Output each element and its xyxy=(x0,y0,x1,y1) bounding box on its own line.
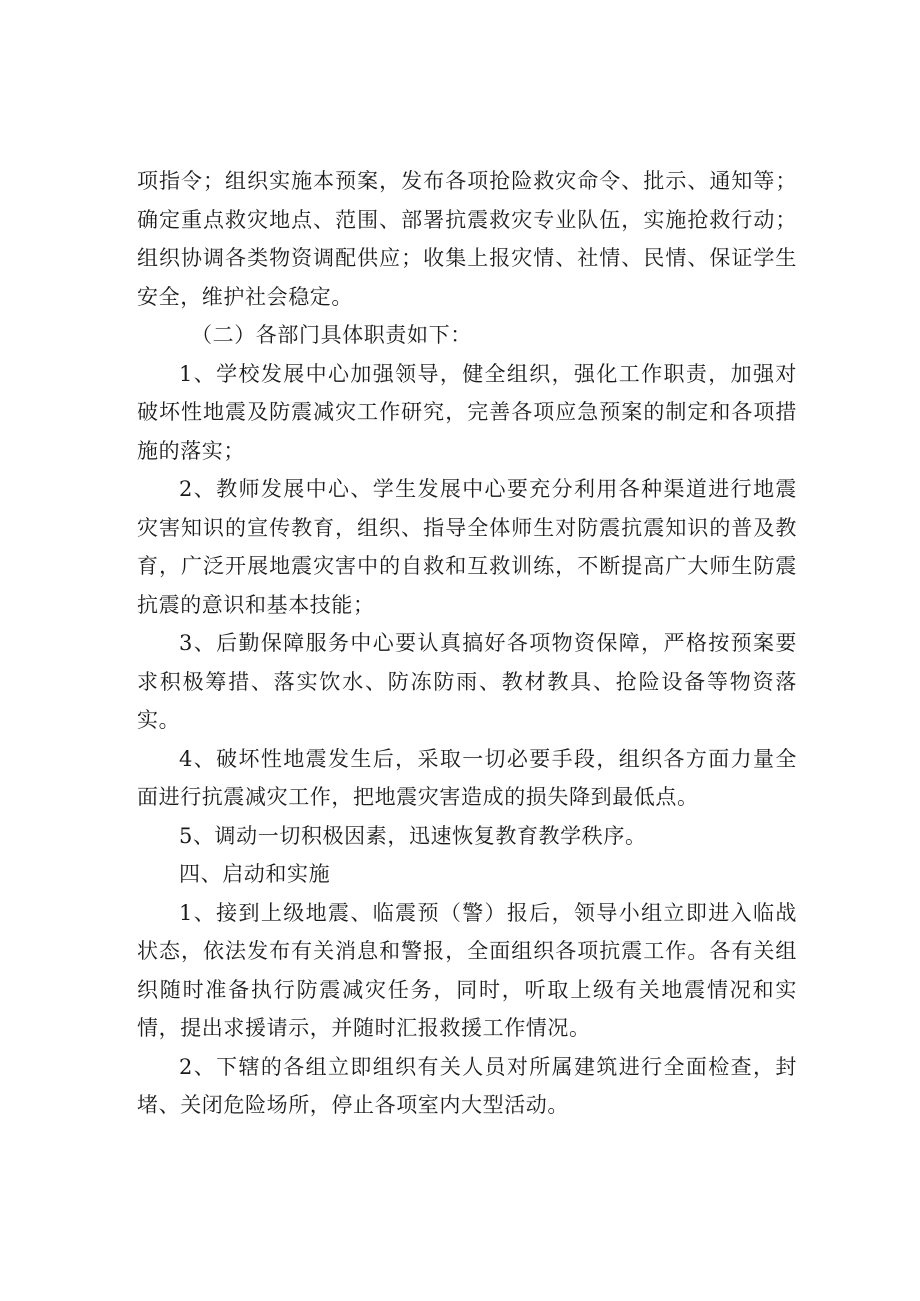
list-item-duty-4: 4、破坏性地震发生后，采取一切必要手段，组织各方面力量全面进行抗震减灾工作，把地震灾害造成的损失降到最低点。 xyxy=(137,746,797,809)
paragraph-continuation: 项指令；组织实施本预案，发布各项抢险救灾命令、批示、通知等；确定重点救灾地点、范围、部署抗震救灾专业队伍，实施抢救行动；组织协调各类物资调配供应；收集上报灾情、社情、民情、保证学生安全，维护社会稳定。 xyxy=(137,169,797,309)
document-body xyxy=(137,162,797,1125)
list-item-activation-1: 1、接到上级地震、临震预（警）报后，领导小组立即进入临战状态，依法发布有关消息和警报，全面组织各项抗震工作。各有关组织随时准备执行防震减灾任务，同时，听取上级有关地震情况和实情，提出求援请示，并随时汇报救援工作情况。 xyxy=(137,900,797,1040)
list-item-duty-5: 5、调动一切积极因素，迅速恢复教育教学秩序。 xyxy=(179,823,647,848)
list-item-duty-1: 1、学校发展中心加强领导，健全组织，强化工作职责，加强对破坏性地震及防震减灾工作研究，完善各项应急预案的制定和各项措施的落实； xyxy=(137,361,797,463)
section-heading-department-duties: （二）各部门具体职责如下： xyxy=(191,323,472,347)
section-heading-activation: 四、启动和实施 xyxy=(179,862,331,886)
list-item-activation-2: 2、下辖的各组立即组织有关人员对所属建筑进行全面检查，封堵、关闭危险场所，停止各项室内大型活动。 xyxy=(137,1054,797,1117)
list-item-duty-2: 2、教师发展中心、学生发展中心要充分利用各种渠道进行地震灾害知识的宣传教育，组织、指导全体师生对防震抗震知识的普及教育，广泛开展地震灾害中的自救和互救训练，不断提高广大师生防震抗震的意识和基本技能； xyxy=(137,477,797,617)
list-item-duty-3: 3、后勤保障服务中心要认真搞好各项物资保障，严格按预案要求积极筹措、落实饮水、防冻防雨、教材教具、抢险设备等物资落实。 xyxy=(137,631,797,732)
